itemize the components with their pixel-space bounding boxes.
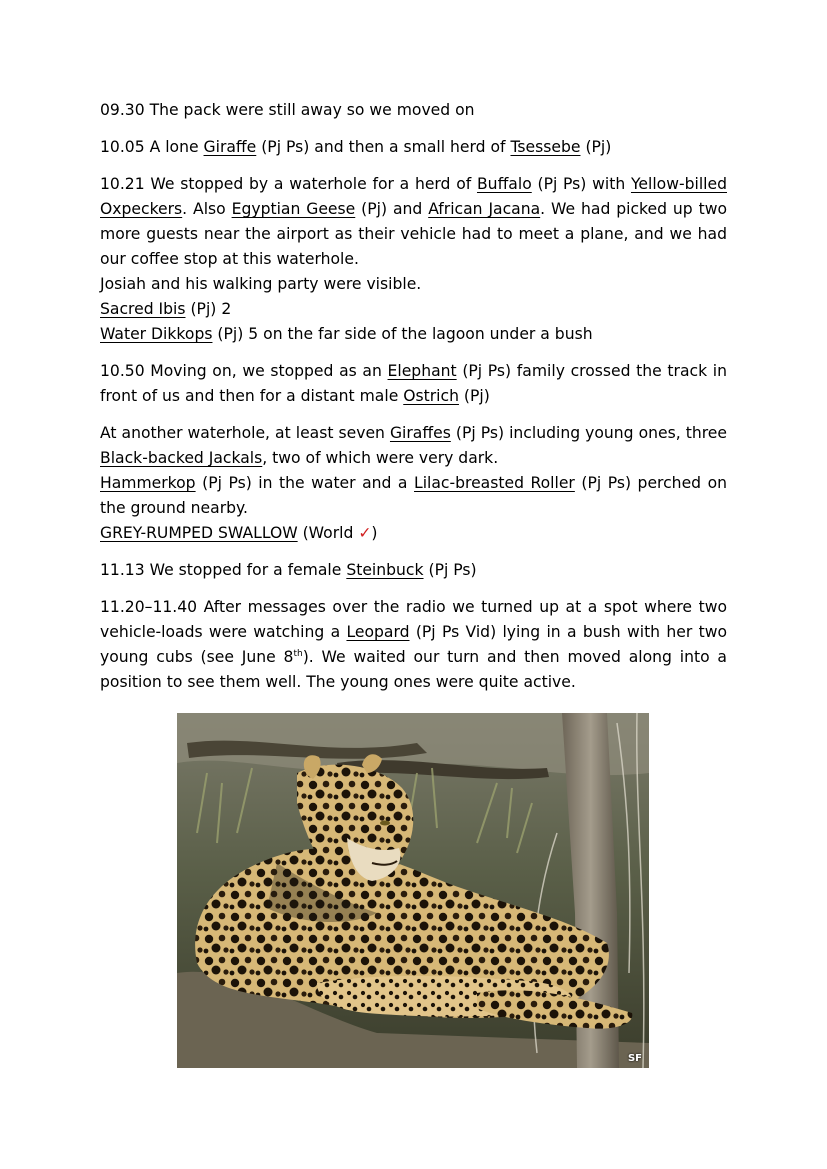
species-buffalo: Buffalo xyxy=(476,175,532,193)
species-leopard: Leopard xyxy=(346,623,410,641)
entry-1021: 10.21 We stopped by a waterhole for a herd of Buffalo (Pj Ps) with Yellow-billed Oxpeckers. Also Egyptian Geese (Pj) and African Jacana. We had picked up two more guests near the airport as their vehicle had to meet a plane, and we had our coffee stop at this waterhole. xyxy=(100,175,727,268)
checkmark-icon: ✓ xyxy=(358,524,372,542)
leopard-photo-graphic xyxy=(177,713,649,1068)
entry-1021-ibis: Sacred Ibis (Pj) 2 xyxy=(100,300,232,318)
entry-1005: 10.05 A lone Giraffe (Pj Ps) and then a small herd of Tsessebe (Pj) xyxy=(100,138,612,156)
document-body xyxy=(100,98,727,707)
entry-1021-josiah: Josiah and his walking party were visible. xyxy=(100,275,422,293)
species-water-dikkops: Water Dikkops xyxy=(100,325,213,343)
entry-waterhole-hammerkop: Hammerkop (Pj Ps) in the water and a Lilac-breasted Roller (Pj Ps) perched on the ground nearby. xyxy=(100,474,727,517)
entry-1120: 11.20–11.40 After messages over the radio we turned up at a spot where two vehicle-loads were watching a Leopard (Pj Ps Vid) lying in a bush with her two young cubs (see June 8th). We waited our turn and then moved along into a position to see them well. The young ones were quite active. xyxy=(100,598,727,691)
species-grey-rumped-swallow: GREY-RUMPED SWALLOW xyxy=(100,524,298,542)
species-lilac-breasted-roller: Lilac-breasted Roller xyxy=(414,474,575,492)
leopard-photo xyxy=(177,713,649,1068)
species-sacred-ibis: Sacred Ibis xyxy=(100,300,186,318)
species-giraffe: Giraffe xyxy=(203,138,257,156)
species-hammerkop: Hammerkop xyxy=(100,474,196,492)
species-steinbuck: Steinbuck xyxy=(346,561,424,579)
entry-1050: 10.50 Moving on, we stopped as an Elephant (Pj Ps) family crossed the track in front of us and then for a distant male Ostrich (Pj) xyxy=(100,362,727,405)
species-ostrich: Ostrich xyxy=(403,387,459,405)
species-egyptian-geese: Egyptian Geese xyxy=(231,200,356,218)
entry-waterhole-swallow: GREY-RUMPED SWALLOW (World ✓) xyxy=(100,524,378,542)
entry-1021-dikkops: Water Dikkops (Pj) 5 on the far side of the lagoon under a bush xyxy=(100,325,593,343)
species-elephant: Elephant xyxy=(387,362,457,380)
species-black-backed-jackals: Black-backed Jackals xyxy=(100,449,263,467)
entry-0930: 09.30 The pack were still away so we moved on xyxy=(100,101,475,119)
species-giraffes: Giraffes xyxy=(389,424,451,442)
photo-credit: SF xyxy=(627,1053,642,1064)
entry-waterhole: At another waterhole, at least seven Giraffes (Pj Ps) including young ones, three Black-backed Jackals, two of which were very dark. xyxy=(100,424,727,467)
entry-1113: 11.13 We stopped for a female Steinbuck (Pj Ps) xyxy=(100,561,477,579)
species-yellow-billed-oxpeckers: Yellow-billed Oxpeckers xyxy=(100,175,727,218)
species-tsessebe: Tsessebe xyxy=(510,138,581,156)
species-african-jacana: African Jacana xyxy=(428,200,541,218)
